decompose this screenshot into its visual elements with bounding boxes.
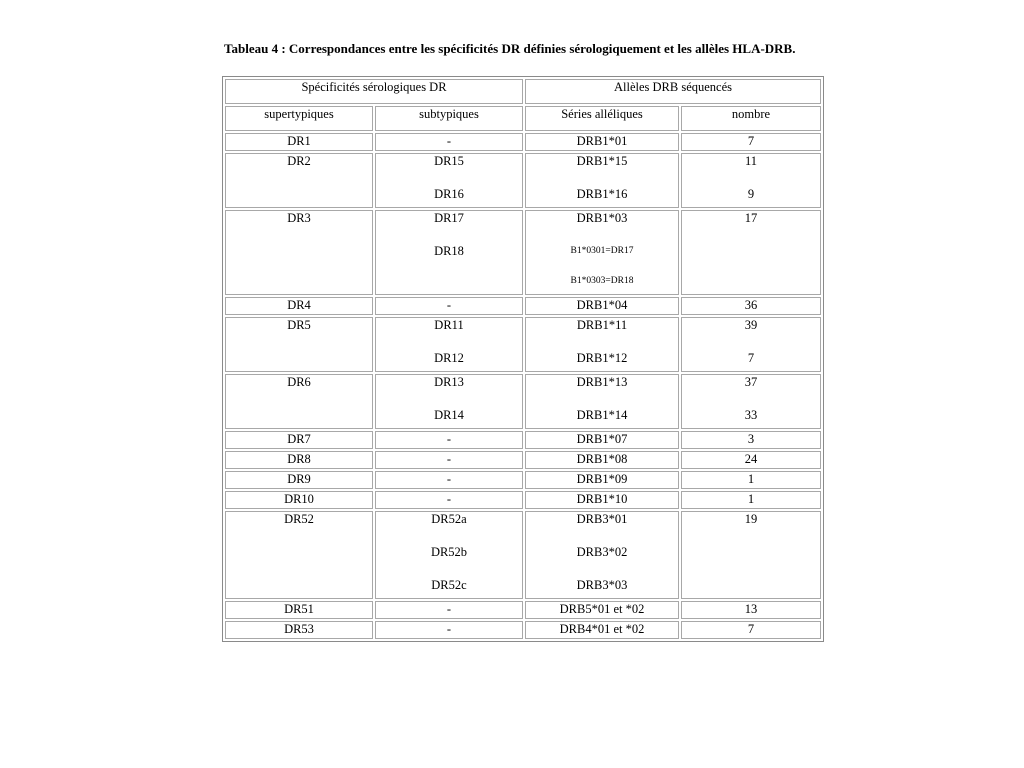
subtypique-cell-value: -: [446, 472, 452, 486]
subtypique-cell-value: -: [446, 298, 452, 312]
supertypique-cell-value: DR5: [287, 318, 311, 332]
supertypique-cell-value: DR2: [287, 154, 311, 168]
table-row: [225, 491, 821, 509]
subtypique-cell-value: DR52b: [430, 545, 468, 559]
nombre-cell-value: 7: [747, 134, 755, 148]
caption-text: Correspondances entre les spécificités DR définies sérologiquement et les allèles HLA-DRB.: [288, 41, 796, 56]
hla-correspondence-table: [222, 76, 824, 642]
supertypique-cell-value: DR8: [287, 452, 311, 466]
nombre-cell-value: 36: [744, 298, 758, 312]
subtypique-cell-value: -: [446, 432, 452, 446]
supertypique-cell-value: DR7: [287, 432, 311, 446]
subtypique-cell-value: DR16: [434, 187, 464, 201]
group-header-serologic: Spécificités sérologiques DR: [225, 79, 523, 104]
column-header-nombre: nombre: [681, 106, 821, 131]
subtypique-cell: [375, 153, 523, 208]
table-row: [225, 153, 821, 208]
supertypique-cell: [225, 621, 373, 639]
subtypique-cell: [375, 471, 523, 489]
subtypique-cell-value: -: [446, 492, 452, 506]
serie-allelique-cell-value: DRB1*08: [576, 452, 628, 466]
nombre-cell: [681, 451, 821, 469]
nombre-cell-value: 37: [744, 375, 758, 389]
subtypique-cell: [375, 511, 523, 599]
supertypique-cell-value: DR51: [284, 602, 314, 616]
supertypique-cell: [225, 601, 373, 619]
supertypique-cell-value: DR6: [287, 375, 311, 389]
subtypique-cell-value: -: [446, 134, 452, 148]
serie-allelique-cell-value: DRB1*13: [576, 375, 628, 389]
nombre-cell: [681, 431, 821, 449]
nombre-cell: [681, 210, 821, 295]
nombre-cell-value: 17: [744, 211, 758, 225]
subtypique-cell: [375, 601, 523, 619]
serie-allelique-cell-value: DRB1*04: [576, 298, 628, 312]
serie-allelique-cell-value: B1*0303=DR18: [570, 276, 634, 286]
subtypique-cell-value: -: [446, 622, 452, 636]
supertypique-cell: [225, 317, 373, 372]
subtypique-cell-value: DR18: [434, 244, 464, 258]
nombre-cell-value: 3: [747, 432, 755, 446]
supertypique-cell: [225, 297, 373, 315]
group-header-alleles: Allèles DRB séquencés: [525, 79, 821, 104]
subtypique-cell: [375, 317, 523, 372]
serie-allelique-cell: [525, 601, 679, 619]
table-row: [225, 511, 821, 599]
serie-allelique-cell: [525, 431, 679, 449]
table-row: [225, 297, 821, 315]
table-row: [225, 133, 821, 151]
column-header-row: [225, 106, 821, 131]
serie-allelique-cell-value: DRB3*01: [576, 512, 628, 526]
subtypique-cell-value: DR14: [434, 408, 464, 422]
serie-allelique-cell-value: DRB1*10: [576, 492, 628, 506]
subtypique-cell-value: DR52c: [431, 578, 467, 592]
serie-allelique-cell-value: DRB1*03: [576, 211, 628, 225]
column-header-subtypiques: subtypiques: [375, 106, 523, 131]
subtypique-cell-value: DR52a: [431, 512, 467, 526]
table-row: [225, 317, 821, 372]
subtypique-cell: [375, 210, 523, 295]
nombre-cell-value: 9: [747, 187, 755, 201]
nombre-cell-value: 19: [744, 512, 758, 526]
supertypique-cell: [225, 153, 373, 208]
serie-allelique-cell-value: DRB1*11: [576, 318, 628, 332]
nombre-cell: [681, 133, 821, 151]
nombre-cell: [681, 317, 821, 372]
table-row: [225, 451, 821, 469]
serie-allelique-cell-value: DRB3*03: [576, 578, 628, 592]
supertypique-cell: [225, 210, 373, 295]
subtypique-cell-value: DR17: [434, 211, 464, 225]
nombre-cell-value: 1: [747, 472, 755, 486]
nombre-cell-value: 1: [747, 492, 755, 506]
supertypique-cell: [225, 491, 373, 509]
serie-allelique-cell-value: DRB1*14: [576, 408, 628, 422]
serie-allelique-cell: [525, 491, 679, 509]
serie-allelique-cell: [525, 133, 679, 151]
supertypique-cell: [225, 471, 373, 489]
serie-allelique-cell: [525, 317, 679, 372]
column-header-supertypiques: supertypiques: [225, 106, 373, 131]
nombre-cell: [681, 471, 821, 489]
column-header-series: Séries alléliques: [525, 106, 679, 131]
serie-allelique-cell-value: DRB1*15: [576, 154, 628, 168]
table-caption: [224, 40, 824, 57]
subtypique-cell: [375, 133, 523, 151]
nombre-cell-value: 39: [744, 318, 758, 332]
supertypique-cell-value: DR52: [284, 512, 314, 526]
nombre-cell: [681, 374, 821, 429]
supertypique-cell: [225, 133, 373, 151]
supertypique-cell-value: DR3: [287, 211, 311, 225]
nombre-cell-value: 13: [744, 602, 758, 616]
nombre-cell-value: 33: [744, 408, 758, 422]
serie-allelique-cell: [525, 511, 679, 599]
serie-allelique-cell-value: DRB5*01 et *02: [559, 602, 645, 616]
nombre-cell-value: 11: [744, 154, 758, 168]
serie-allelique-cell-value: DRB4*01 et *02: [559, 622, 645, 636]
supertypique-cell-value: DR1: [287, 134, 311, 148]
group-header-row: [225, 79, 821, 104]
table-body: [225, 79, 821, 639]
table-row: [225, 210, 821, 295]
supertypique-cell: [225, 511, 373, 599]
subtypique-cell: [375, 431, 523, 449]
nombre-cell: [681, 601, 821, 619]
nombre-cell: [681, 491, 821, 509]
serie-allelique-cell: [525, 153, 679, 208]
serie-allelique-cell-value: DRB1*09: [576, 472, 628, 486]
subtypique-cell: [375, 374, 523, 429]
table-row: [225, 471, 821, 489]
nombre-cell-value: 24: [744, 452, 758, 466]
serie-allelique-cell: [525, 210, 679, 295]
supertypique-cell-value: DR53: [284, 622, 314, 636]
subtypique-cell-value: -: [446, 602, 452, 616]
nombre-cell-value: 7: [747, 622, 755, 636]
serie-allelique-cell-value: DRB1*01: [576, 134, 628, 148]
nombre-cell: [681, 297, 821, 315]
nombre-cell: [681, 621, 821, 639]
subtypique-cell: [375, 621, 523, 639]
serie-allelique-cell: [525, 374, 679, 429]
subtypique-cell-value: DR15: [434, 154, 464, 168]
subtypique-cell: [375, 491, 523, 509]
serie-allelique-cell: [525, 451, 679, 469]
supertypique-cell-value: DR4: [287, 298, 311, 312]
table-row: [225, 431, 821, 449]
supertypique-cell-value: DR10: [284, 492, 314, 506]
supertypique-cell: [225, 431, 373, 449]
serie-allelique-cell: [525, 471, 679, 489]
nombre-cell: [681, 153, 821, 208]
supertypique-cell: [225, 451, 373, 469]
caption-label: Tableau 4 :: [224, 41, 286, 56]
serie-allelique-cell-value: DRB1*16: [576, 187, 628, 201]
supertypique-cell-value: DR9: [287, 472, 311, 486]
nombre-cell-value: 7: [747, 351, 755, 365]
serie-allelique-cell: [525, 297, 679, 315]
serie-allelique-cell-value: DRB3*02: [576, 545, 628, 559]
subtypique-cell: [375, 297, 523, 315]
table-row: [225, 621, 821, 639]
supertypique-cell: [225, 374, 373, 429]
subtypique-cell-value: DR13: [434, 375, 464, 389]
subtypique-cell-value: -: [446, 452, 452, 466]
serie-allelique-cell-value: DRB1*07: [576, 432, 628, 446]
nombre-cell: [681, 511, 821, 599]
subtypique-cell: [375, 451, 523, 469]
serie-allelique-cell: [525, 621, 679, 639]
table-row: [225, 601, 821, 619]
table-row: [225, 374, 821, 429]
serie-allelique-cell-value: B1*0301=DR17: [570, 246, 634, 256]
serie-allelique-cell-value: DRB1*12: [576, 351, 628, 365]
subtypique-cell-value: DR12: [434, 351, 464, 365]
subtypique-cell-value: DR11: [434, 318, 464, 332]
